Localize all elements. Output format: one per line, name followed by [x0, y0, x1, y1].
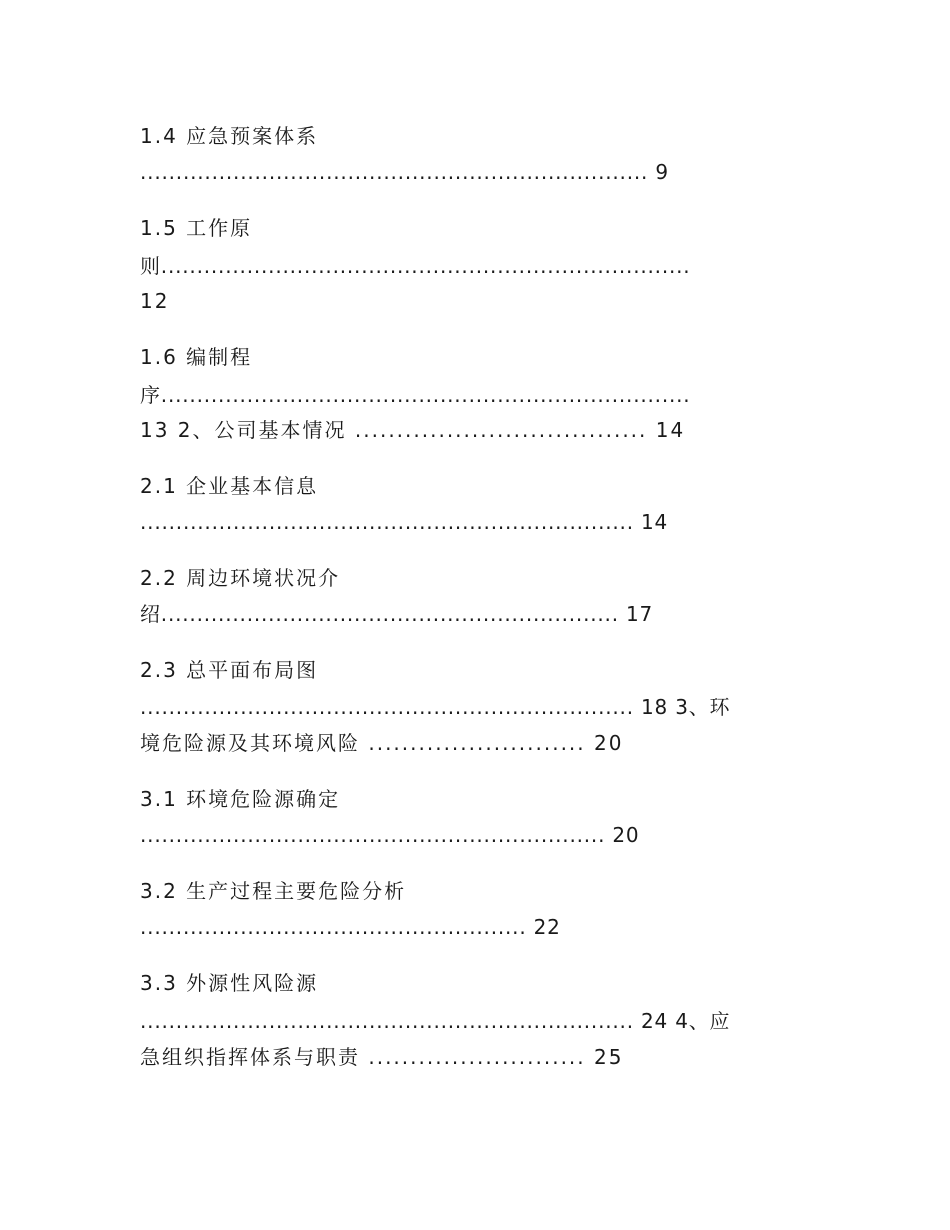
toc-heading-2-3: 2.3 总平面布局图 [140, 658, 319, 682]
toc-leader-2-2: 绍................................................................ 17 [140, 602, 654, 626]
toc-chapter-4-cont: 急组织指挥体系与职责 .......................... 25 [140, 1045, 624, 1069]
toc-leader-2-1: ..................................................................... 14 [140, 510, 669, 534]
toc-chapter-3-cont: 境危险源及其环境风险 .......................... 20 [140, 731, 624, 755]
toc-heading-2-1: 2.1 企业基本信息 [140, 474, 319, 498]
toc-heading-3-1: 3.1 环境危险源确定 [140, 787, 341, 811]
toc-heading-3-3: 3.3 外源性风险源 [140, 971, 319, 995]
toc-heading-3-2: 3.2 生产过程主要危险分析 [140, 879, 407, 903]
toc-page-1-6-chapter-2: 13 2、公司基本情况 ................................... 14 [140, 418, 686, 442]
toc-leader-3-3-chapter-4: ..................................................................... 24 4、应 [140, 1009, 731, 1033]
toc-leader-3-2: ...................................................... 22 [140, 915, 561, 939]
toc-page-1-5: 12 [140, 289, 170, 313]
toc-heading-1-5: 1.5 工作原 [140, 216, 253, 240]
toc-heading-2-2: 2.2 周边环境状况介 [140, 566, 341, 590]
toc-leader-1-5: 则.......................................................................... [140, 254, 691, 278]
toc-leader-1-4: ....................................................................... 9 [140, 160, 669, 184]
toc-leader-2-3-chapter-3: ..................................................................... 18 3、环 [140, 695, 731, 719]
toc-heading-1-6: 1.6 编制程 [140, 345, 253, 369]
toc-leader-1-6: 序.......................................................................... [140, 383, 691, 407]
toc-leader-3-1: ................................................................. 20 [140, 823, 640, 847]
toc-heading-1-4: 1.4 应急预案体系 [140, 124, 319, 148]
